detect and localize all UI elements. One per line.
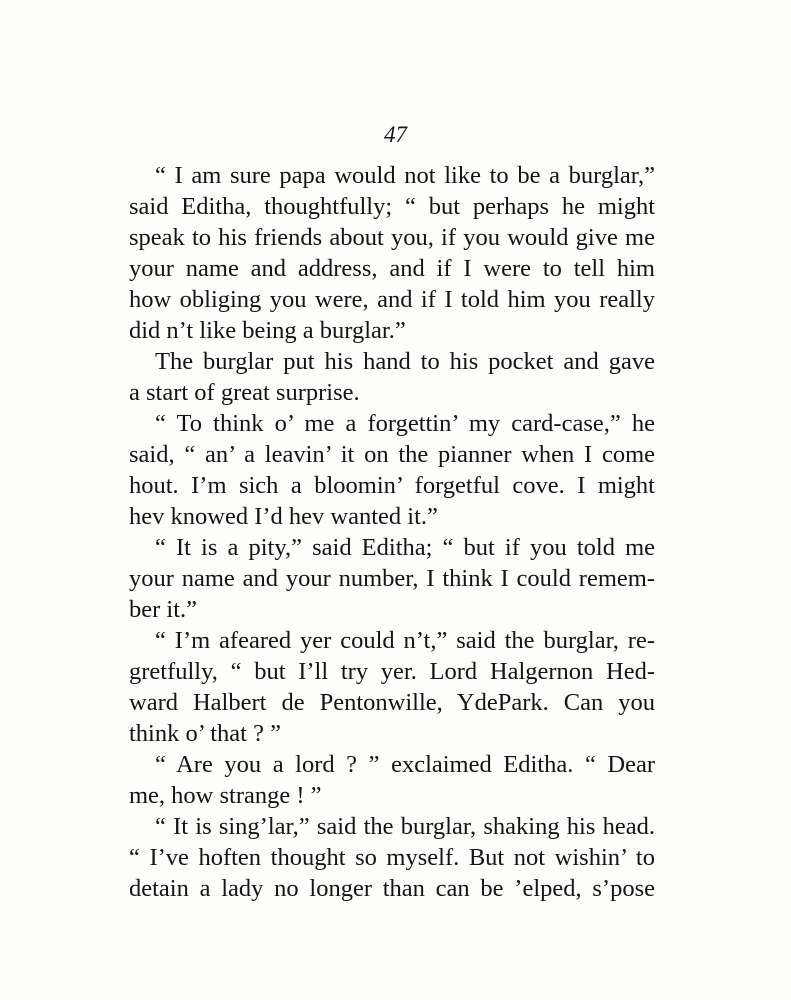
- text-line: detain a lady no longer than can be ’elped, s’pose: [129, 875, 655, 902]
- text-line: said Editha, thoughtfully; “ but perhaps he might: [129, 193, 655, 220]
- text-line: The burglar put his hand to his pocket and gave: [155, 348, 655, 375]
- text-line: your name and address, and if I were to tell him: [129, 255, 655, 282]
- text-line: “ I am sure papa would not like to be a burglar,”: [155, 162, 655, 189]
- text-line: hout. I’m sich a bloomin’ forgetful cove. I might: [129, 472, 655, 499]
- text-line: hev knowed I’d hev wanted it.”: [129, 503, 438, 530]
- text-line: how obliging you were, and if I told him you really: [129, 286, 655, 313]
- body-text: [129, 160, 655, 904]
- text-line: me, how strange ! ”: [129, 782, 322, 809]
- text-line: “ To think o’ me a forgettin’ my card-case,” he: [155, 410, 655, 437]
- text-line: “ I’m afeared yer could n’t,” said the burglar, re-: [155, 627, 655, 654]
- text-line: think o’ that ? ”: [129, 720, 281, 747]
- text-line: said, “ an’ a leavin’ it on the pianner when I come: [129, 441, 655, 468]
- text-line: speak to his friends about you, if you would give me: [129, 224, 655, 251]
- text-line: “ I’ve hoften thought so myself. But not wishin’ to: [129, 844, 655, 871]
- text-line: “ It is sing’lar,” said the burglar, shaking his head.: [155, 813, 655, 840]
- text-line: gretfully, “ but I’ll try yer. Lord Halgernon Hed-: [129, 658, 655, 685]
- text-line: “ It is a pity,” said Editha; “ but if you told me: [155, 534, 655, 561]
- text-line: ward Halbert de Pentonwille, YdePark. Can you: [129, 689, 655, 716]
- page-number: 47: [384, 122, 407, 147]
- text-line: your name and your number, I think I could remem-: [129, 565, 655, 592]
- text-line: ber it.”: [129, 596, 198, 623]
- text-line: a start of great surprise.: [129, 379, 360, 406]
- text-line: “ Are you a lord ? ” exclaimed Editha. “ Dear: [155, 751, 655, 778]
- text-line: did n’t like being a burglar.”: [129, 317, 406, 344]
